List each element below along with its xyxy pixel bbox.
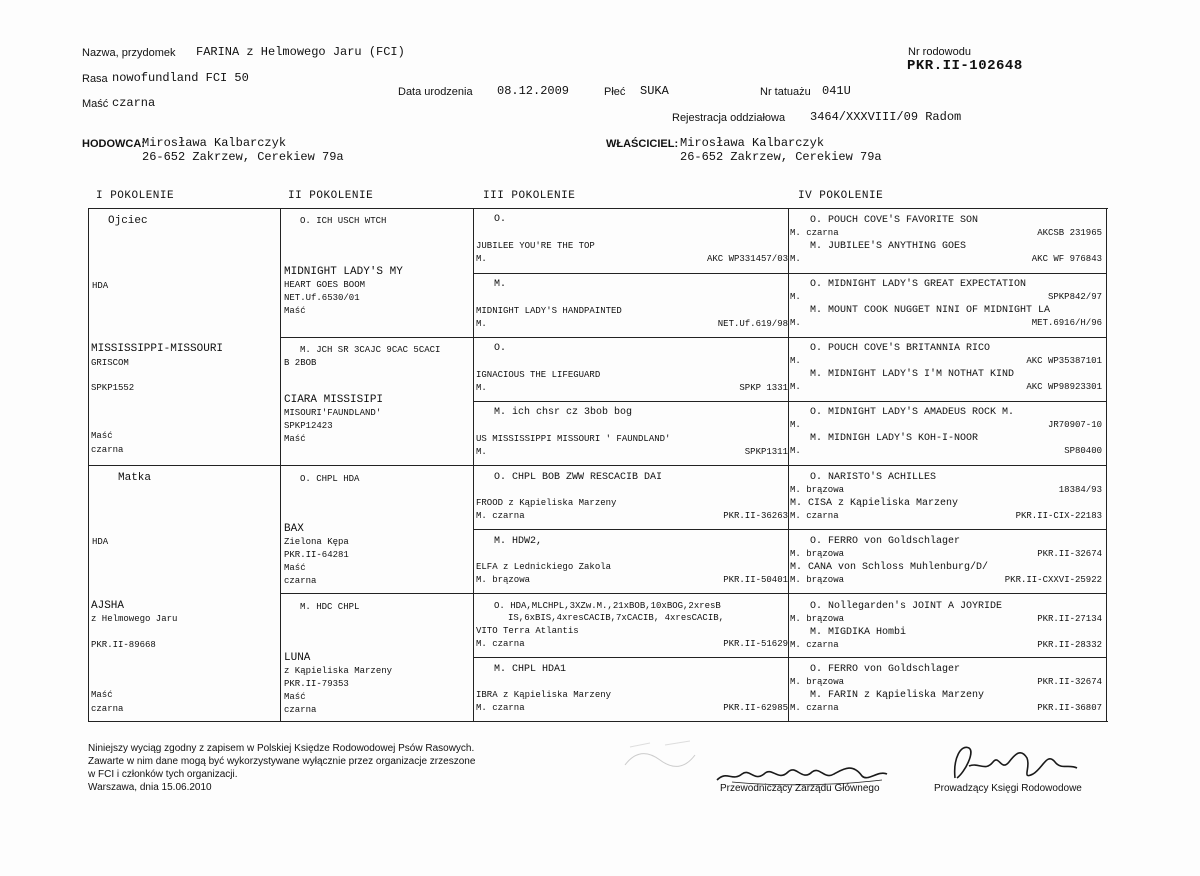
- gen3-name-6: VITO Terra Atlantis: [476, 626, 579, 636]
- gen3-reg-4: PKR.II-36263: [723, 511, 788, 521]
- dob-value: 08.12.2009: [497, 84, 570, 98]
- row-divider-gen2-b: [280, 465, 473, 466]
- gen4-dam-name-6: M. MIGDIKA Hombi: [810, 627, 907, 638]
- gen4-sire-color-2: M.: [790, 356, 801, 366]
- dob-label: Data urodzenia: [398, 86, 473, 98]
- gen3-reg-1: NET.Uf.619/98: [717, 319, 788, 329]
- gen4-sire-reg-5: PKR.II-32674: [1037, 549, 1102, 559]
- gen3-reg-7: PKR.II-62985: [723, 703, 788, 713]
- gen3-name-0: JUBILEE YOU'RE THE TOP: [476, 241, 595, 251]
- gen4-dam-reg-0: AKC WF 976843: [1031, 254, 1102, 264]
- footer-place-date: Warszawa, dnia 15.06.2010: [88, 782, 212, 793]
- sire-name: MISSISSIPPI-MISSOURI: [91, 343, 224, 355]
- sire-color-label: Maść: [91, 431, 113, 441]
- row-divider-gen1: [88, 465, 280, 466]
- gen3-titles-3: M. ich chsr cz 3bob bog: [494, 407, 633, 418]
- gen2-name-2: BAX: [284, 523, 304, 535]
- gen2-titles-1: M. JCH SR 3CAJC 9CAC 5CACI: [300, 345, 441, 355]
- gen2-titles-0: O. ICH USCH WTCH: [300, 216, 387, 226]
- registration-label: Rejestracja oddziałowa: [672, 112, 786, 124]
- gen3-color-4: M. czarna: [476, 511, 525, 521]
- dam-registration: PKR.II-89668: [91, 640, 156, 650]
- gen2-name-3: LUNA: [284, 652, 311, 664]
- column-header-gen2: II POKOLENIE: [288, 190, 374, 202]
- gen2-name2-3: z Kąpieliska Marzeny: [284, 666, 393, 676]
- gen3-name-5: ELFA z Lednickiego Zakola: [476, 562, 612, 572]
- signature-registrar-label: Prowadzący Księgi Rodowodowe: [934, 783, 1082, 794]
- pedigree-number: PKR.II-102648: [907, 58, 1023, 74]
- gen4-dam-color-7: M. czarna: [790, 703, 839, 713]
- gen3-titles-5: M. HDW2,: [494, 536, 543, 547]
- gen4-sire-reg-6: PKR.II-27134: [1037, 614, 1102, 624]
- gen4-dam-name-3: M. MIDNIGH LADY'S KOH-I-NOOR: [810, 433, 979, 444]
- gen3-color-1: M.: [476, 319, 487, 329]
- gen3-reg-6: PKR.II-51629: [723, 639, 788, 649]
- gen4-dam-name-1: M. MOUNT COOK NUGGET NINI OF MIDNIGHT LA: [810, 305, 1051, 316]
- gen4-sire-reg-2: AKC WP35387101: [1026, 356, 1102, 366]
- gen4-sire-color-4: M. brązowa: [790, 485, 845, 495]
- gen4-dam-color-5: M. brązowa: [790, 575, 845, 585]
- gen2-reg-2: PKR.II-64281: [284, 550, 349, 560]
- gen4-dam-reg-2: AKC WP98923301: [1026, 382, 1102, 392]
- gen3-titles-1: M.: [494, 279, 507, 290]
- gen4-dam-name-2: M. MIDNIGHT LADY'S I'M NOTHAT KIND: [810, 369, 1015, 380]
- tattoo-label: Nr tatuażu: [760, 86, 811, 98]
- gen4-sire-name-6: O. Nollegarden's JOINT A JOYRIDE: [810, 601, 1003, 612]
- gen4-dam-reg-6: PKR.II-28332: [1037, 640, 1102, 650]
- owner-address: 26-652 Zakrzew, Cerekiew 79a: [680, 150, 882, 164]
- gen2-titles-3: M. HDC CHPL: [300, 602, 360, 612]
- column-header-gen4: IV POKOLENIE: [798, 190, 884, 202]
- gen3-reg-3: SPKP1311: [744, 447, 788, 457]
- gen3-titles-0: O.: [494, 214, 507, 225]
- gen3-reg-5: PKR.II-50401: [723, 575, 788, 585]
- gen3-color-5: M. brązowa: [476, 575, 531, 585]
- gen2-name-0: MIDNIGHT LADY'S MY: [284, 266, 403, 278]
- sire-name-2: GRISCOM: [91, 358, 129, 368]
- gen2-name2-2: Zielona Kępa: [284, 537, 349, 547]
- row-divider-gen2-a: [280, 337, 473, 338]
- gen3-name-2: IGNACIOUS THE LIFEGUARD: [476, 370, 601, 380]
- footer-statement-1: Niniejszy wyciąg zgodny z zapisem w Polskiej Księdze Rodowodowej Psów Rasowych.: [88, 743, 475, 754]
- gen4-dam-reg-4: PKR.II-CIX-22183: [1015, 511, 1102, 521]
- breeder-address: 26-652 Zakrzew, Cerekiew 79a: [142, 150, 344, 164]
- gen2-titles-2: O. CHPL HDA: [300, 474, 360, 484]
- gen3-name-3: US MISSISSIPPI MISSOURI ' FAUNDLAND': [476, 434, 671, 444]
- row-divider-gen34-2: [473, 337, 1106, 338]
- gen4-sire-name-3: O. MIDNIGHT LADY'S AMADEUS ROCK M.: [810, 407, 1015, 418]
- gen3-titles-4: O. CHPL BOB ZWW RESCACIB DAI: [494, 472, 663, 483]
- sire-title: HDA: [92, 281, 109, 291]
- breeder-name: Mirosława Kalbarczyk: [142, 136, 287, 150]
- gen4-sire-name-4: O. NARISTO'S ACHILLES: [810, 472, 937, 483]
- gen2-color-2: czarna: [284, 576, 317, 586]
- gen2-name2-1: MISOURI'FAUNDLAND': [284, 408, 382, 418]
- table-top-border: [88, 208, 1108, 209]
- gen2-name2-0: HEART GOES BOOM: [284, 280, 366, 290]
- gen4-dam-color-4: M. czarna: [790, 511, 839, 521]
- gen2-name-1: CIARA MISSISIPI: [284, 394, 384, 406]
- gen2-color-3: czarna: [284, 705, 317, 715]
- gen4-sire-color-3: M.: [790, 420, 801, 430]
- footer-statement-3: w FCI i członków tych organizacji.: [88, 769, 238, 780]
- gen4-sire-color-0: M. czarna: [790, 228, 839, 238]
- gen3-name-7: IBRA z Kąpieliska Marzeny: [476, 690, 612, 700]
- dog-name: FARINA z Helmowego Jaru (FCI): [196, 45, 405, 59]
- dam-name: AJSHA: [91, 600, 125, 612]
- gen4-dam-color-2: M.: [790, 382, 801, 392]
- color-value: czarna: [112, 96, 156, 110]
- footer-statement-2: Zawarte w nim dane mogą być wykorzystywane wyłącznie przez organizacje zrzeszone: [88, 756, 476, 767]
- gen4-sire-color-5: M. brązowa: [790, 549, 845, 559]
- gen2-reg-1: SPKP12423: [284, 421, 333, 431]
- row-divider-gen34-7: [473, 657, 1106, 658]
- sire-label: Ojciec: [108, 215, 148, 227]
- gen3-name-4: FROOD z Kąpieliska Marzeny: [476, 498, 617, 508]
- gen2-color-label-1: Maść: [284, 434, 306, 444]
- gen3-titles-6: O. HDA,MLCHPL,3XZw.M.,21xBOB,10xBOG,2xresB: [494, 601, 721, 611]
- gen3-color-3: M.: [476, 447, 487, 457]
- dam-color: czarna: [91, 704, 124, 714]
- gen4-sire-name-5: O. FERRO von Goldschlager: [810, 536, 961, 547]
- registration-value: 3464/XXXVIII/09 Radom: [810, 110, 962, 124]
- gen4-sire-color-1: M.: [790, 292, 801, 302]
- pedigree-number-label: Nr rodowodu: [908, 46, 971, 58]
- gen2-color-label-2: Maść: [284, 563, 306, 573]
- owner-label: WŁAŚCICIEL:: [606, 138, 679, 150]
- row-divider-gen34-3: [473, 401, 1106, 402]
- gen4-dam-name-4: M. CISA z Kąpieliska Marzeny: [790, 498, 959, 509]
- gen4-dam-reg-1: MET.6916/H/96: [1031, 318, 1102, 328]
- sire-registration: SPKP1552: [91, 383, 135, 393]
- gen3-color-0: M.: [476, 254, 487, 264]
- sex-label: Płeć: [604, 86, 626, 98]
- gen4-dam-name-7: M. FARIN z Kąpieliska Marzeny: [810, 690, 985, 701]
- dam-name-2: z Helmowego Jaru: [91, 614, 178, 624]
- gen4-dam-color-6: M. czarna: [790, 640, 839, 650]
- breed-value: nowofundland FCI 50: [112, 71, 249, 85]
- gen3-reg-0: AKC WP331457/03: [706, 254, 788, 264]
- gen4-sire-name-2: O. POUCH COVE'S BRITANNIA RICO: [810, 343, 991, 354]
- gen2-reg-3: PKR.II-79353: [284, 679, 349, 689]
- gen4-dam-color-1: M.: [790, 318, 801, 328]
- breed-label: Rasa: [82, 73, 108, 85]
- row-divider-gen34-5: [473, 529, 1106, 530]
- gen4-dam-color-3: M.: [790, 446, 801, 456]
- gen4-dam-reg-7: PKR.II-36807: [1037, 703, 1102, 713]
- gen3-titles-7: M. CHPL HDA1: [494, 664, 567, 675]
- table-right-border: [1106, 208, 1107, 721]
- gen4-sire-name-1: O. MIDNIGHT LADY'S GREAT EXPECTATION: [810, 279, 1027, 290]
- gen4-dam-name-5: M. CANA von Schloss Muhlenburg/D/: [790, 562, 989, 573]
- sire-color: czarna: [91, 445, 124, 455]
- column-header-gen3: III POKOLENIE: [483, 190, 576, 202]
- gen3-color-2: M.: [476, 383, 487, 393]
- column-header-gen1: I POKOLENIE: [96, 190, 175, 202]
- dam-label: Matka: [118, 472, 152, 484]
- table-bottom-border: [88, 721, 1108, 722]
- gen3-name-1: MIDNIGHT LADY'S HANDPAINTED: [476, 306, 622, 316]
- gen2-reg-0: NET.Uf.6530/01: [284, 293, 360, 303]
- gen4-sire-color-7: M. brązowa: [790, 677, 845, 687]
- gen3-color-7: M. czarna: [476, 703, 525, 713]
- gen4-sire-reg-1: SPKP842/97: [1047, 292, 1102, 302]
- row-divider-gen34-1: [473, 273, 1106, 274]
- gen4-sire-reg-3: JR70907-10: [1047, 420, 1102, 430]
- gen4-sire-name-0: O. POUCH COVE'S FAVORITE SON: [810, 215, 979, 226]
- gen3-color-6: M. czarna: [476, 639, 525, 649]
- owner-name: Mirosława Kalbarczyk: [680, 136, 825, 150]
- gen4-dam-reg-5: PKR.II-CXXVI-25922: [1004, 575, 1102, 585]
- gen4-dam-color-0: M.: [790, 254, 801, 264]
- gen3-titles2-6: IS,6xBIS,4xresCACIB,7xCACIB, 4xresCACIB,: [508, 613, 725, 623]
- gen3-titles-2: O.: [494, 343, 507, 354]
- dam-title: HDA: [92, 537, 109, 547]
- dam-color-label: Maść: [91, 690, 113, 700]
- gen4-sire-name-7: O. FERRO von Goldschlager: [810, 664, 961, 675]
- gen4-dam-name-0: M. JUBILEE'S ANYTHING GOES: [810, 241, 967, 252]
- name-label: Nazwa, przydomek: [82, 47, 176, 59]
- row-divider-gen34-6: [473, 593, 1106, 594]
- gen2-extra-1: B 2BOB: [284, 358, 317, 368]
- tattoo-value: 041U: [822, 84, 851, 98]
- gen4-sire-color-6: M. brązowa: [790, 614, 845, 624]
- gen4-sire-reg-4: 18384/93: [1058, 485, 1102, 495]
- gen4-sire-reg-7: PKR.II-32674: [1037, 677, 1102, 687]
- row-divider-gen2-c: [280, 593, 473, 594]
- gen2-color-label-3: Maść: [284, 692, 306, 702]
- gen4-sire-reg-0: AKCSB 231965: [1037, 228, 1102, 238]
- sex-value: SUKA: [640, 84, 669, 98]
- gen2-color-label-0: Maść: [284, 306, 306, 316]
- breeder-label: HODOWCA:: [82, 138, 145, 150]
- color-label: Maść: [82, 98, 109, 110]
- gen4-dam-reg-3: SP80400: [1064, 446, 1102, 456]
- stamp-mark: [620, 735, 700, 775]
- row-divider-gen34-4: [473, 465, 1106, 466]
- gen3-reg-2: SPKP 1331: [739, 383, 788, 393]
- signature-chairman-label: Przewodniczący Zarządu Głównego: [720, 783, 880, 794]
